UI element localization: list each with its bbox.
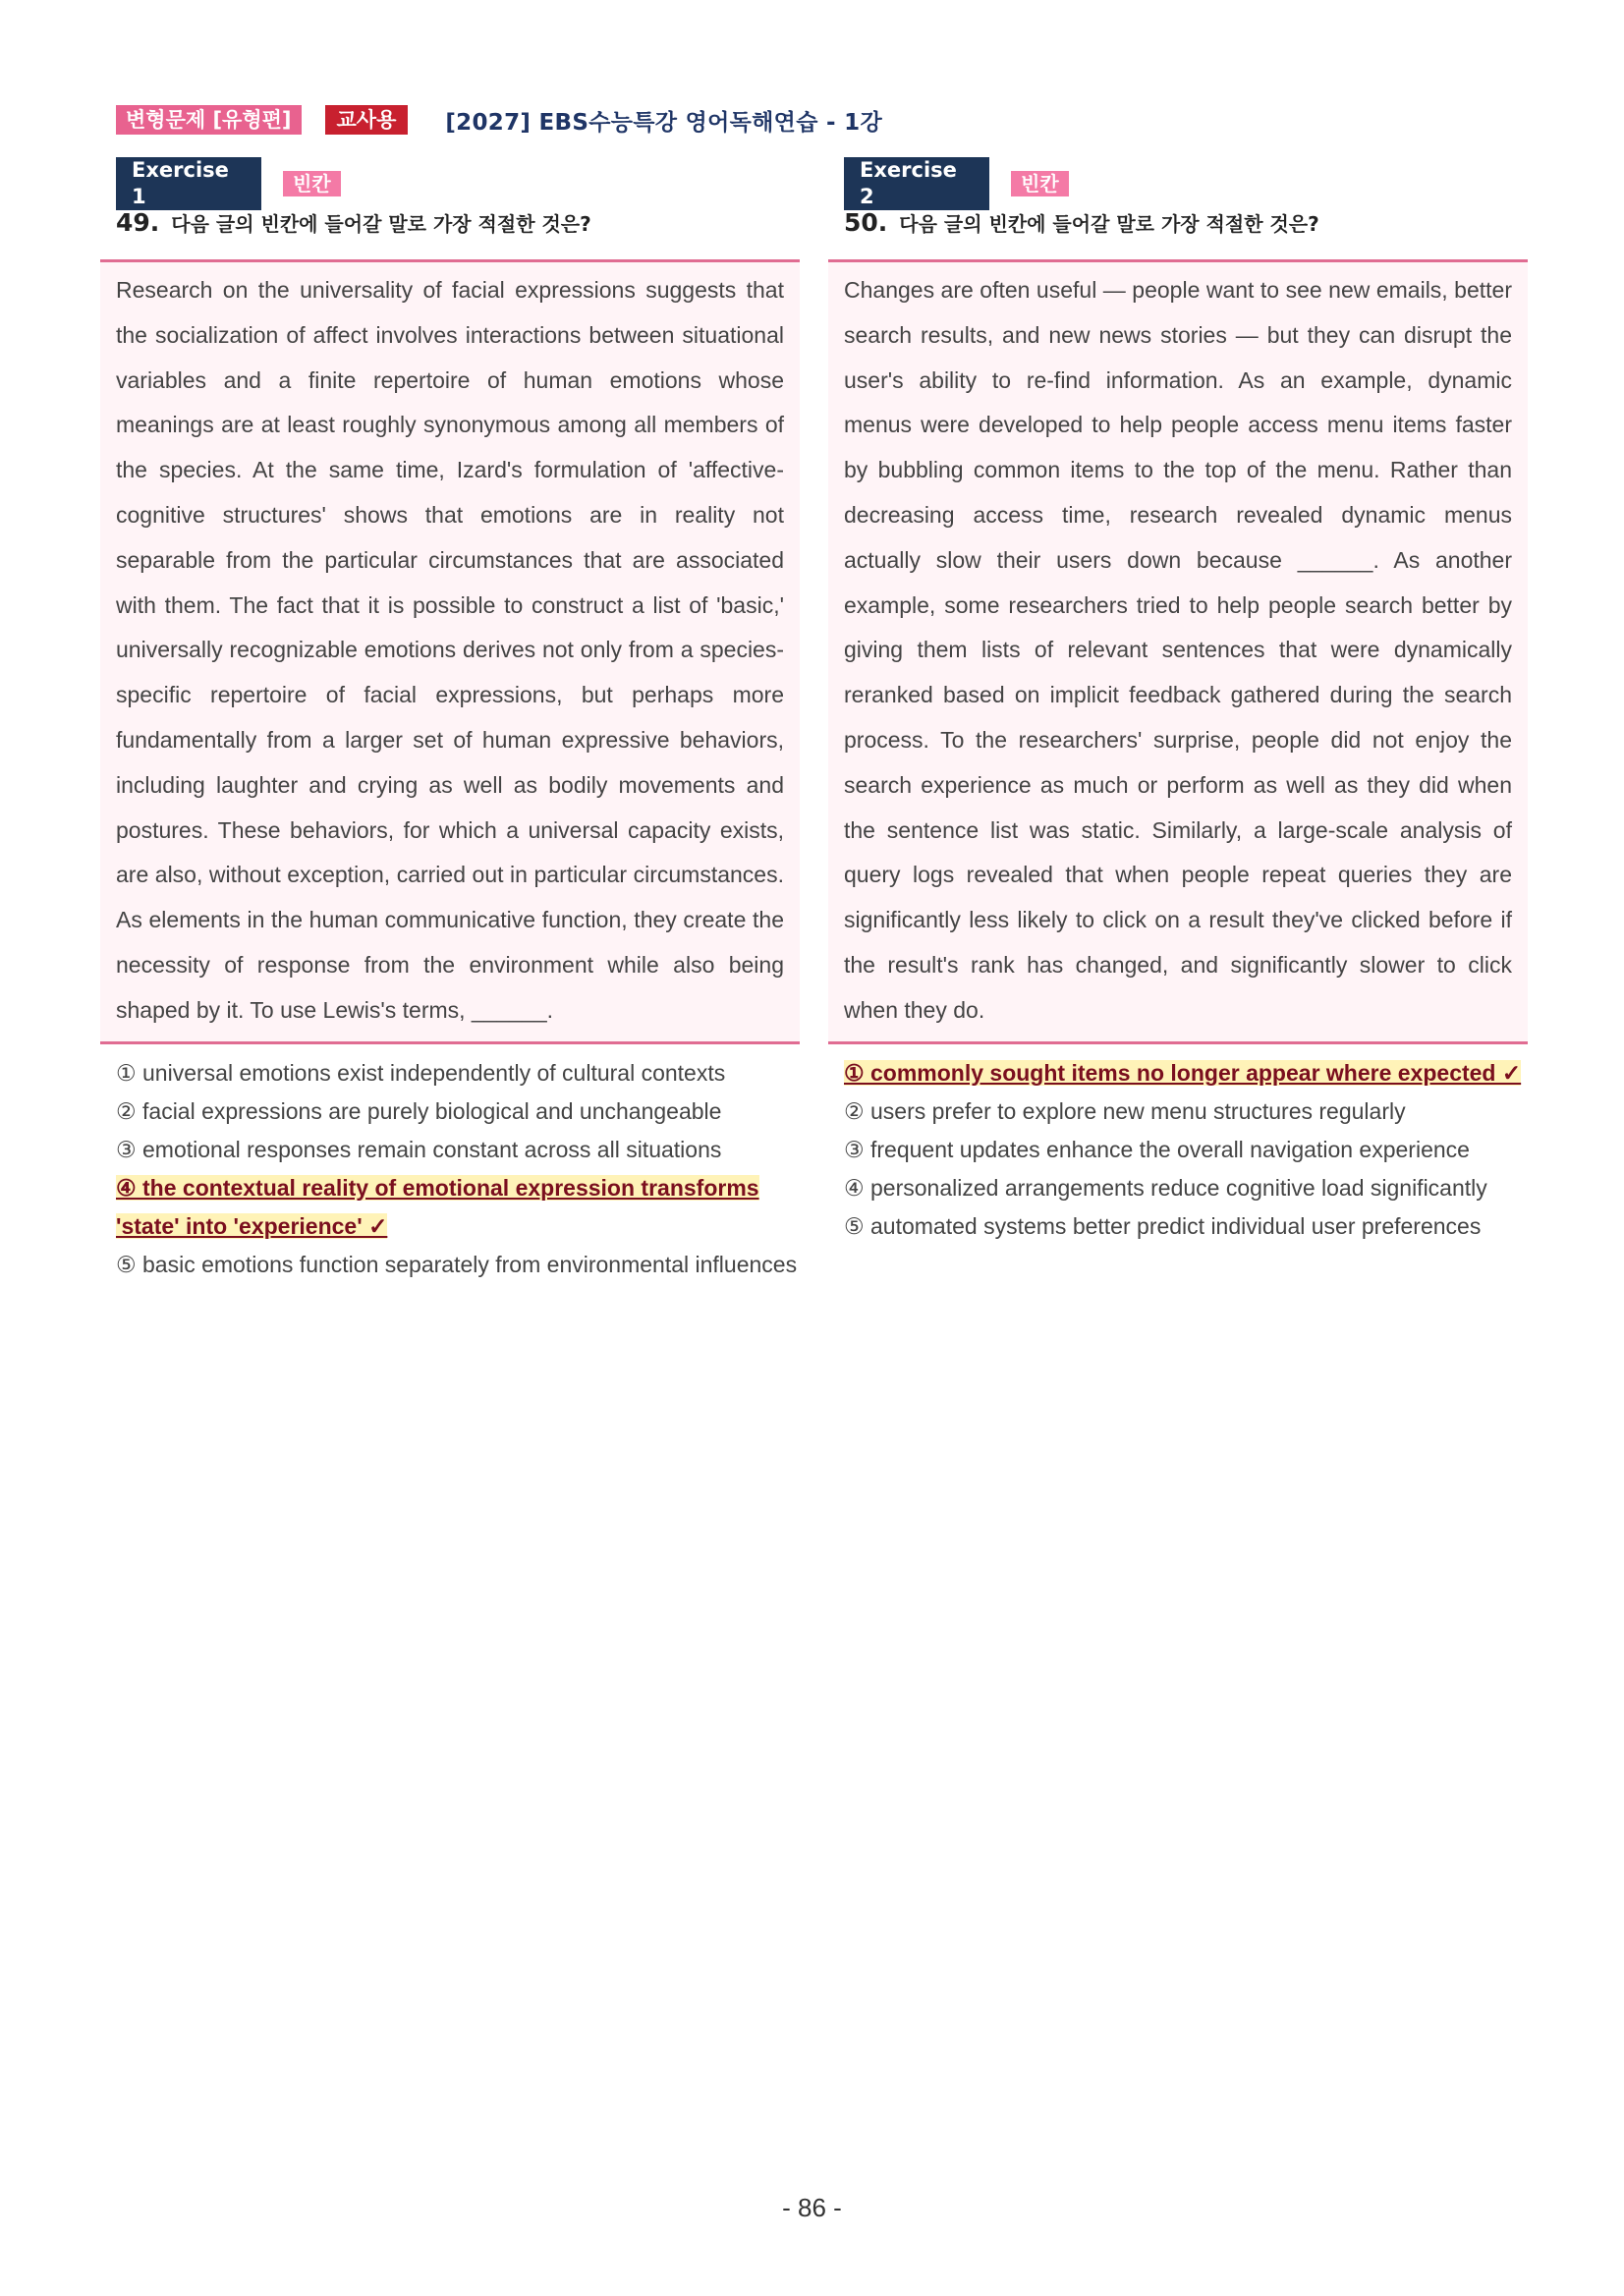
page-header xyxy=(116,102,882,138)
option-1-correct-answer xyxy=(844,1054,1528,1092)
question-number: 49. xyxy=(116,208,160,237)
page-number: - 86 - xyxy=(782,2193,842,2222)
exercise-label: Exercise 2 xyxy=(844,157,989,210)
answer-highlight: ① commonly sought items no longer appear where expected ✓ xyxy=(844,1059,1522,1086)
document-title: [2027] EBS수능특강 영어독해연습 - 1강 xyxy=(445,109,882,136)
option-3: ③ emotional responses remain constant across all situations xyxy=(116,1136,722,1162)
option-5: ⑤ automated systems better predict individual user preferences xyxy=(844,1212,1482,1239)
option-1: ① universal emotions exist independently of cultural contexts xyxy=(116,1059,726,1086)
option-5: ⑤ basic emotions function separately from environmental influences xyxy=(116,1251,798,1277)
question-text: 다음 글의 빈칸에 들어갈 말로 가장 적절한 것은? xyxy=(899,212,1319,236)
answer-options xyxy=(100,1054,800,1284)
question-prompt xyxy=(116,208,800,242)
exercise-1-column xyxy=(100,158,800,1284)
question-type-badge: 빈칸 xyxy=(1011,171,1069,196)
answer-options xyxy=(828,1054,1528,1246)
exercise-2-column xyxy=(828,158,1528,1246)
question-number: 50. xyxy=(844,208,888,237)
exercise-header xyxy=(116,158,800,208)
passage-box: Changes are often useful — people want to see new emails, better search results, and new news stories — but they can disrupt the user's ability to re-find information. As an example, dynamic menus were developed to help people access menu items faster by bubbling common items to the top of the menu. Rather than decreasing access time, research revealed dynamic menus actually slow their users down because ______. As another example, some researchers tried to help people search better by giving them lists of relevant sentences that were dynamically reranked based on implicit feedback gathered during the search process. To the researchers' surprise, people did not enjoy the search experience as much or perform as well as they did when the sentence list was static. Similarly, a large-scale analysis of query logs revealed that when people repeat queries they are significantly less likely to click on a result they've clicked before if the result's rank has changed, and significantly slower to click when they do. xyxy=(828,259,1528,1044)
option-3: ③ frequent updates enhance the overall navigation experience xyxy=(844,1136,1470,1162)
question-prompt xyxy=(844,208,1528,242)
exercise-header xyxy=(844,158,1528,208)
question-text: 다음 글의 빈칸에 들어갈 말로 가장 적절한 것은? xyxy=(171,212,591,236)
question-type-badge: 빈칸 xyxy=(283,171,341,196)
option-2: ② facial expressions are purely biological and unchangeable xyxy=(116,1097,722,1124)
category-tag: 변형문제 [유형편] xyxy=(116,105,302,135)
answer-highlight: ④ the contextual reality of emotional expression transforms 'state' into 'experience' ✓ xyxy=(116,1174,759,1239)
teacher-tag: 교사용 xyxy=(325,105,409,135)
passage-box: Research on the universality of facial expressions suggests that the socialization of affect involves interactions between situational variables and a finite repertoire of human emotions whose meanings are at least roughly synonymous among all members of the species. At the same time, Izard's formulation of 'affective-cognitive structures' shows that emotions are in reality not separable from the particular circumstances that are associated with them. The fact that it is possible to construct a list of 'basic,' universally recognizable emotions derives not only from a species-specific repertoire of facial expressions, but perhaps more fundamentally from a larger set of human expressive behaviors, including laughter and crying as well as bodily movements and postures. These behaviors, for which a universal capacity exists, are also, without exception, carried out in particular circumstances. As elements in the human communicative function, they create the necessity of response from the environment while also being shaped by it. To use Lewis's terms, ______. xyxy=(100,259,800,1044)
option-2: ② users prefer to explore new menu structures regularly xyxy=(844,1097,1406,1124)
exercise-label: Exercise 1 xyxy=(116,157,261,210)
option-4: ④ personalized arrangements reduce cognitive load significantly xyxy=(844,1174,1487,1201)
option-4-correct-answer xyxy=(116,1169,800,1246)
